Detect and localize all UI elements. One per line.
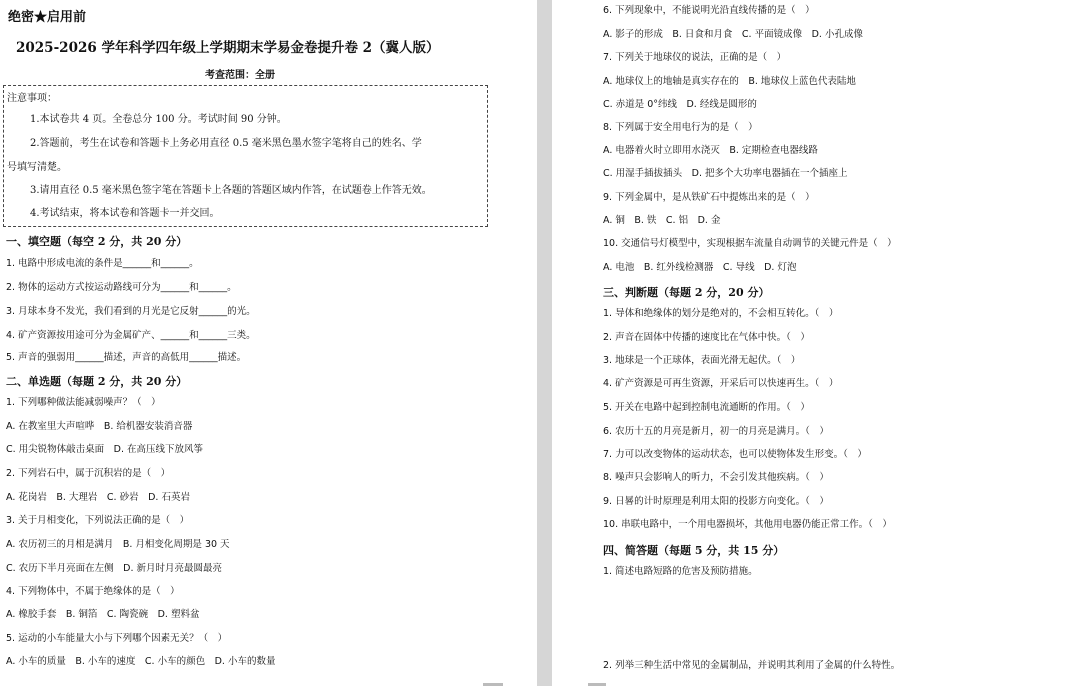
notice-heading: 注意事项： [7,93,57,104]
notice-item: 4.考试结束，将本试卷和答题卡一并交回。 [30,208,220,219]
section-heading-fill: 一、填空题（每空 2 分，共 20 分） [6,235,188,248]
question-line: 2. 声音在固体中传播的速度比在气体中快。（ ） [603,332,810,343]
option-line: A. 电器着火时立即用水浇灭 B. 定期检查电器线路 [603,145,818,156]
notice-item: 号填写清楚。 [7,162,67,173]
exam-page-left [0,0,537,686]
notice-box [3,85,488,227]
question-line: 4. 矿产资源是可再生资源，开采后可以快速再生。（ ） [603,378,839,389]
option-line: A. 地球仪上的地轴是真实存在的 B. 地球仪上蓝色代表陆地 [603,76,856,87]
option-line: A. 橡胶手套 B. 铜箔 C. 陶瓷碗 D. 塑料盆 [6,609,200,620]
option-line: C. 用尖锐物体敲击桌面 D. 在高压线下放风筝 [6,444,204,455]
question-line: 10. 串联电路中，一个用电器损坏，其他用电器仍能正常工作。（ ） [603,519,892,530]
exam-title: 2025-2026 学年科学四年级上学期期末学易金卷提升卷 2（冀人版） [16,40,440,56]
confidential-label: 绝密★启用前 [8,10,87,25]
section-heading-tf: 三、判断题（每题 2 分，20 分） [603,286,770,299]
question-line: 1. 电路中形成电流的条件是______和______。 [6,258,199,269]
question-line: 9. 下列金属中，是从铁矿石中提炼出来的是（ ） [603,192,815,203]
question-line: 7. 力可以改变物体的运动状态，也可以使物体发生形变。（ ） [603,449,867,460]
option-line: A. 电池 B. 红外线检测器 C. 导线 D. 灯泡 [603,262,797,273]
option-line: C. 农历下半月亮面在左侧 D. 新月时月亮最圆最亮 [6,563,223,574]
option-line: A. 农历初三的月相是满月 B. 月相变化周期是 30 天 [6,539,230,550]
notice-item: 3.请用直径 0.5 毫米黑色签字笔在答题卡上各题的答题区域内作答，在试题卷上作答无效。 [30,185,432,196]
question-line: 9. 日晷的计时原理是利用太阳的投影方向变化。（ ） [603,496,829,507]
question-line: 4. 下列物体中，不属于绝缘体的是（ ） [6,586,180,597]
option-line: C. 赤道是 0°纬线 D. 经线是圆形的 [603,99,757,110]
question-line: 5. 开关在电路中起到控制电流通断的作用。（ ） [603,402,810,413]
option-line: A. 影子的形成 B. 日食和月食 C. 平面镜成像 D. 小孔成像 [603,29,863,40]
question-line: 5. 运动的小车能量大小与下列哪个因素无关？（ ） [6,633,228,644]
option-line: A. 花岗岩 B. 大理岩 C. 砂岩 D. 石英岩 [6,492,190,503]
question-line: 3. 关于月相变化，下列说法正确的是（ ） [6,515,190,526]
exam-page-right [552,0,1080,686]
question-line: 1. 简述电路短路的危害及预防措施。 [603,566,758,577]
question-line: 1. 下列哪种做法能减弱噪声？（ ） [6,397,161,408]
question-line: 6. 农历十五的月亮是新月，初一的月亮是满月。（ ） [603,426,829,437]
question-line: 2. 下列岩石中，属于沉积岩的是（ ） [6,468,171,479]
exam-scope: 考查范围：全册 [205,70,275,81]
option-line: A. 小车的质量 B. 小车的速度 C. 小车的颜色 D. 小车的数量 [6,656,276,667]
notice-item: 2.答题前，考生在试卷和答题卡上务必用直径 0.5 毫米黑色墨水签字笔将自己的姓名、学 [30,138,422,149]
question-line: 8. 噪声只会影响人的听力，不会引发其他疾病。（ ） [603,472,829,483]
question-line: 6. 下列现象中，不能说明光沿直线传播的是（ ） [603,5,815,16]
question-line: 5. 声音的强弱用______描述，声音的高低用______描述。 [6,352,247,363]
question-line: 10. 交通信号灯模型中，实现根据车流量自动调节的关键元件是（ ） [603,238,897,249]
question-line: 2. 物体的运动方式按运动路线可分为______和______。 [6,282,237,293]
section-heading-short-answer: 四、简答题（每题 5 分，共 15 分） [603,544,785,557]
section-heading-mc: 二、单选题（每题 2 分，共 20 分） [6,375,188,388]
question-line: 8. 下列属于安全用电行为的是（ ） [603,122,758,133]
question-line: 7. 下列关于地球仪的说法，正确的是（ ） [603,52,787,63]
page-gutter [537,0,552,686]
option-line: A. 在教室里大声喧哗 B. 给机器安装消音器 [6,421,193,432]
question-line: 2. 列举三种生活中常见的金属制品，并说明其利用了金属的什么特性。 [603,660,901,671]
question-line: 1. 导体和绝缘体的划分是绝对的，不会相互转化。（ ） [603,308,839,319]
question-line: 4. 矿产资源按用途可分为金属矿产、______和______三类。 [6,330,256,341]
option-line: A. 铜 B. 铁 C. 铝 D. 金 [603,215,721,226]
question-line: 3. 月球本身不发光，我们看到的月光是它反射______的光。 [6,306,256,317]
option-line: C. 用湿手插拔插头 D. 把多个大功率电器插在一个插座上 [603,168,848,179]
notice-item: 1.本试卷共 4 页。全卷总分 100 分。考试时间 90 分钟。 [30,114,287,125]
question-line: 3. 地球是一个正球体，表面光滑无起伏。（ ） [603,355,801,366]
